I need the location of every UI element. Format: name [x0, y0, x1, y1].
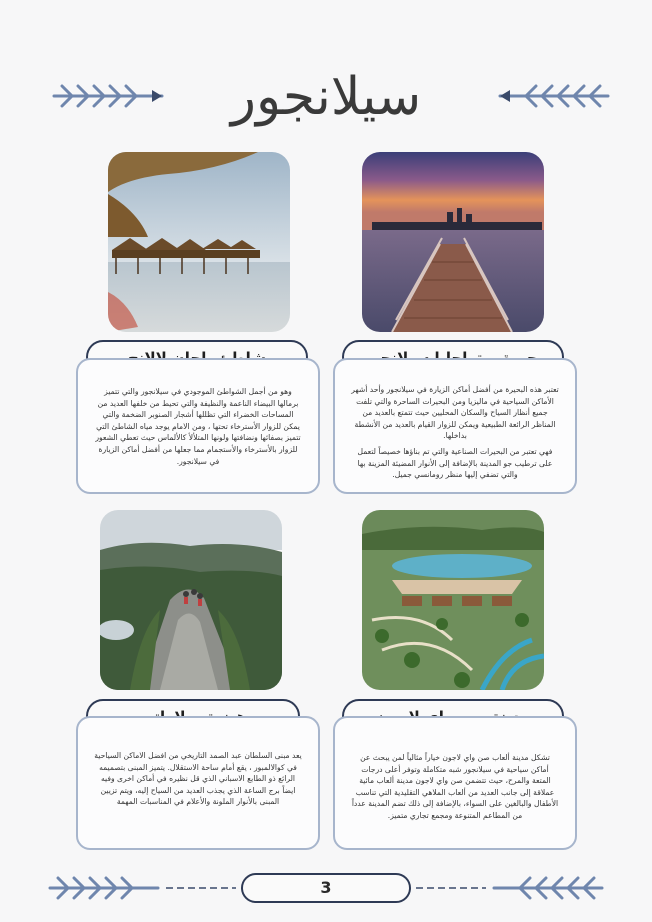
left-arrow-ornament-top: [52, 84, 164, 108]
lake-pier-photo: [362, 152, 544, 332]
left-arrow-ornament-bottom: [48, 876, 238, 900]
page-number: 3: [241, 873, 411, 903]
card-text-pagan-lalang: [76, 358, 320, 494]
waterpark-photo: [362, 510, 544, 690]
card-text-putrajaya-lake: [333, 358, 577, 494]
right-arrow-ornament-top: [498, 84, 610, 108]
hill-photo: [100, 510, 282, 690]
card-paragraph: تشكل مدينة ألعاب صن واي لاجون خياراً مثالياً لمن يبحث عن أماكن سياحية في سيلانجور شبه متكاملة وتوفر أعلى درجات المتعة والمرح، حيث تتضمن صن واي لاجون مدينة ألعاب مائية عملاقة إلى جانب العديد من ألعاب الملاهي التقليدية التي تناسب الأطفال والبالغين على السواء، بالإضافة إلى ذلك تضم المدينة عدداً من المطاعم المتنوعة ومجمع تجاري متميز.: [351, 753, 559, 820]
card-text-sunway-lagoon: [333, 716, 577, 850]
card-paragraph: تعتبر هذه البحيرة من أفضل أماكن الزيارة في سيلانجور وأحد أشهر الأماكن السياحية في ماليزيا ومن البحيرات الساحرة والتي تلفت جميع أنظار السياح والسكان المحليين حيث تتمتع بالعديد من المناظر الرائعة الطبيعية ويمكن للزوار القيام بالعديد من الأنشطة بداخلها.: [351, 385, 559, 441]
card-paragraph: يعد مبنى السلطان عبد الصمد التاريخي من افضل الاماكن السياحية في كوالالمبور ، يقع أمام ساحة الاستقلال. يتميز المبنى بتصميمه الرائع ذو الطابع الاسباني الذي قل نظيره في أماكن اخرى وفيه ايضاً برج الساعة الذي يجذب العديد من السياح إليه، ويتم تزيين المبنى بالأنوار الملونة والأعلام في المناسبات المهمة: [94, 751, 302, 807]
card-text-melawati-hill: [76, 716, 320, 850]
page-title: سيلانجور: [230, 67, 422, 127]
card-paragraph: وهو من أجمل الشواطئ الموجودي في سيلانجور والتي تتميز برمالها البيضاء الناعمة والنظيفة والتي تحيط من خلفها العديد من المساحات الخضراء التي تظللها أشجار الصنوبر الضخمة والتي يمكن للزوار الأسترخاء تحتها ، ومن الامام يوجد مياه الشاطئ التي تتميز بصفائها ونضافتها ولونها المتلألأ كالألماس حيث تعطي الشعور للزوار بالأسترخاء والأستجمام مما جعلها من أفضل أماكن الزيارة في سيلانجور.: [95, 387, 301, 466]
card-paragraph: فهي تعتبر من البحيرات الصناعية والتي تم بناؤها خصيصاً لتعمل على ترطيب جو المدينة بالإضافة إلى الأنوار المضيئة المزينة بها والتي تضفي إليها منظر رومانسي جميل.: [357, 446, 553, 480]
right-arrow-ornament-bottom: [414, 876, 604, 900]
beach-photo: [108, 152, 290, 332]
